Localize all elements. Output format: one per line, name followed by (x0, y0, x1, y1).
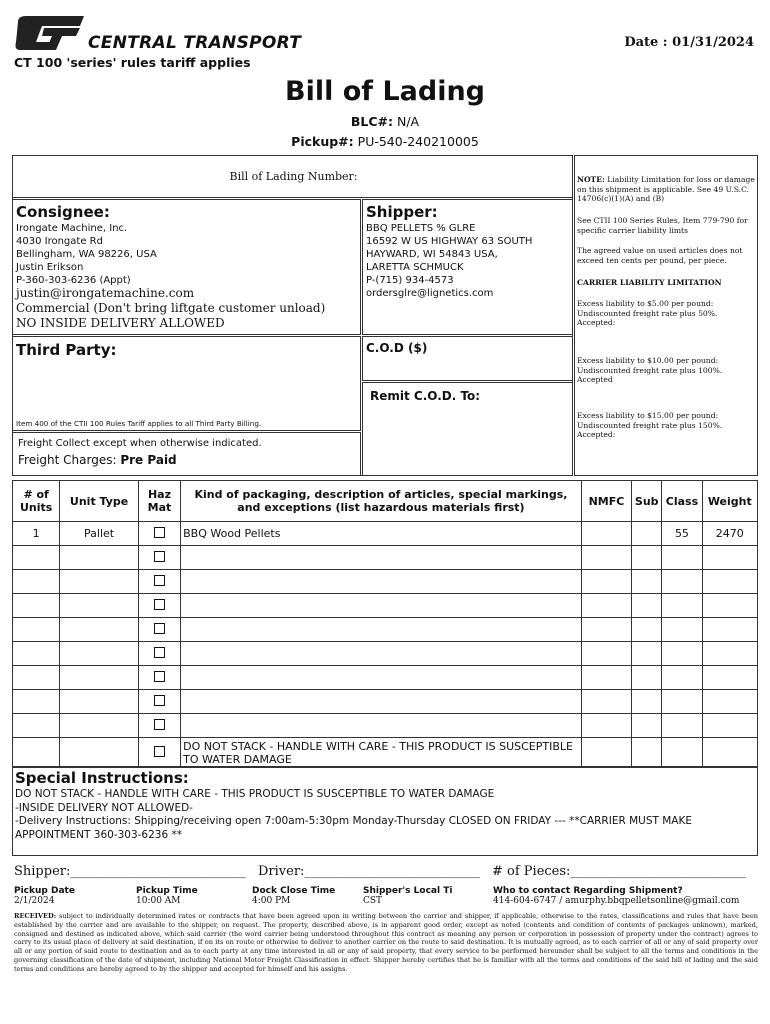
cell-unit-type (60, 714, 139, 738)
cell-haz (138, 642, 180, 666)
third-party-box (12, 336, 361, 431)
shipper-email[interactable]: ordersglre@lignetics.com (366, 288, 494, 299)
remit-cod-heading: Remit C.O.D. To: (370, 389, 481, 403)
hazmat-checkbox[interactable] (154, 647, 165, 658)
table-row (13, 522, 758, 546)
cell-sub (632, 570, 662, 594)
cell-description: DO NOT STACK - HANDLE WITH CARE - THIS PRODUCT IS SUSCEPTIBLE TO WATER DAMAGE (181, 738, 582, 768)
company-logo (14, 14, 86, 52)
cell-unit-type (60, 666, 139, 690)
cell-haz (138, 546, 180, 570)
freight-note: Freight Collect except when otherwise indicated. (18, 438, 262, 449)
cell-unit-type (60, 618, 139, 642)
cell-units (13, 690, 60, 714)
cell-units (13, 642, 60, 666)
cell-class (662, 594, 702, 618)
cell-haz (138, 666, 180, 690)
cell-description (181, 618, 582, 642)
cell-unit-type (60, 738, 139, 768)
cod-box (362, 336, 573, 381)
cell-nmfc (581, 618, 631, 642)
table-row (13, 594, 758, 618)
cell-sub (632, 690, 662, 714)
table-row (13, 546, 758, 570)
bol-number-label: Bill of Lading Number: (229, 170, 358, 183)
table-row (13, 714, 758, 738)
hazmat-checkbox[interactable] (154, 623, 165, 634)
consignee-address: Irongate Machine, Inc. 4030 Irongate Rd Bellingham, WA 98226, USA Justin Erikson P-360-303-6236 (Appt) (16, 223, 157, 286)
consignee-heading: Consignee: (16, 203, 110, 221)
cell-class (662, 690, 702, 714)
hazmat-checkbox[interactable] (154, 671, 165, 682)
col-description: Kind of packaging, description of articles, special markings, and exceptions (list hazardous materials first) (181, 481, 582, 522)
cell-class (662, 642, 702, 666)
cell-class (662, 570, 702, 594)
cell-units (13, 738, 60, 768)
cell-sub (632, 618, 662, 642)
col-units: # of Units (13, 481, 60, 522)
cell-weight (702, 738, 757, 768)
cell-units: 1 (13, 522, 60, 546)
cell-nmfc (581, 666, 631, 690)
cell-sub (632, 594, 662, 618)
shipper-local-time: Shipper's Local Ti CST (363, 886, 453, 906)
cod-heading: C.O.D ($) (366, 341, 428, 355)
cell-description: BBQ Wood Pellets (181, 522, 582, 546)
liability-agreed: The agreed value on used articles does not exceed ten cents per pound, per piece. (577, 246, 743, 265)
cell-unit-type (60, 570, 139, 594)
cell-class: 55 (662, 522, 702, 546)
col-nmfc: NMFC (581, 481, 631, 522)
hazmat-checkbox[interactable] (154, 695, 165, 706)
cell-units (13, 546, 60, 570)
blc-number: BLC#: N/A (350, 114, 420, 129)
hazmat-checkbox[interactable] (154, 551, 165, 562)
cell-haz (138, 618, 180, 642)
hazmat-checkbox[interactable] (154, 719, 165, 730)
cell-nmfc (581, 714, 631, 738)
cell-units (13, 618, 60, 642)
cell-unit-type (60, 594, 139, 618)
cell-weight (702, 618, 757, 642)
col-sub: Sub (632, 481, 662, 522)
contact-info: Who to contact Regarding Shipment? 414-604-6747 / amurphy.bbqpelletsonline@gmail.com (493, 886, 740, 906)
consignee-email[interactable]: justin@irongatemachine.com (16, 286, 195, 300)
cell-description (181, 666, 582, 690)
shipper-box (362, 199, 573, 335)
cell-sub (632, 522, 662, 546)
cell-weight (702, 666, 757, 690)
liability-heading: CARRIER LIABILITY LIMITATION (577, 278, 722, 287)
cell-weight (702, 594, 757, 618)
liability-tier-2: Excess liability to $10.00 per pound: Undiscounted freight rate plus 100%. Accepted (577, 356, 723, 384)
pickup-time: Pickup Time 10:00 AM (136, 886, 198, 906)
cell-nmfc (581, 594, 631, 618)
shipper-signature[interactable]: Shipper:___________________________ (14, 864, 246, 879)
hazmat-checkbox[interactable] (154, 527, 165, 538)
cell-units (13, 714, 60, 738)
cell-description (181, 570, 582, 594)
special-instructions-heading: Special Instructions: (15, 769, 189, 787)
liability-tier-1: Excess liability to $5.00 per pound: Undiscounted freight rate plus 50%. Accepted: (577, 299, 718, 327)
shipper-address: BBQ PELLETS % GLRE 16592 W US HIGHWAY 63 SOUTH HAYWARD, WI 54843 USA, LARETTA SCHMUCK P-(715) 934-4573 ordersglre@lignetics.com (366, 223, 533, 299)
cell-unit-type: Pallet (60, 522, 139, 546)
cell-weight (702, 642, 757, 666)
liability-rules: See CTII 100 Series Rules, Item 779-790 for specific carrier liability limts (577, 216, 748, 235)
cell-class (662, 618, 702, 642)
page-title: Bill of Lading (285, 76, 485, 107)
consignee-box (12, 199, 361, 335)
cell-haz (138, 690, 180, 714)
cell-nmfc (581, 570, 631, 594)
cell-weight (702, 546, 757, 570)
hazmat-checkbox[interactable] (154, 746, 165, 757)
dock-close-time: Dock Close Time 4:00 PM (252, 886, 336, 906)
cell-description (181, 594, 582, 618)
cell-haz (138, 594, 180, 618)
cell-nmfc (581, 522, 631, 546)
cell-sub (632, 666, 662, 690)
freight-box (12, 432, 361, 476)
pickup-number: Pickup#: PU-540-240210005 (291, 134, 479, 149)
table-row (13, 618, 758, 642)
hazmat-checkbox[interactable] (154, 575, 165, 586)
table-row (13, 642, 758, 666)
cell-nmfc (581, 738, 631, 768)
col-haz: Haz Mat (138, 481, 180, 522)
cell-unit-type (60, 546, 139, 570)
pieces-count[interactable]: # of Pieces:___________________________ (492, 864, 746, 879)
cell-weight (702, 570, 757, 594)
received-terms: RECEIVED: subject to individually determined rates or contracts that have been agreed upon in writing between the carrier and shipper, if applicable, otherwise to the rates, classifications and rules that have been established by the carrier and are available to the shipper, on request. The property, described above, is in apparent good order, except as noted (contents and condition of contents of packages unknown), marked, consigned and destined as indicated above, which said carrier (the word carrier being understood throughout this contract as meaning any person or corporation in possession of property under the contract) agrees to carry to its usual place of delivery at said destination, if on its on route or otherwise to deliver to another carrier on the route to said destination. It is mutually agreed, as to each carrier of all or any of said property over all or any portion of said route to destination and as to each party at any time interested in all or any of said property, that every service to be performed hereunder shall be subject to all the terms and conditions in the governing classification of the date of shipment, including National Motor Freight Classification in effect. Shipper hereby certifies that he is familiar with all the terms and conditions of the said bill of lading and the said terms and conditions are hereby agreed to by the shipper and accepted for himself and his assigns. (14, 912, 758, 973)
special-instructions-text: DO NOT STACK - HANDLE WITH CARE - THIS PRODUCT IS SUSCEPTIBLE TO WATER DAMAGE -INSIDE DELIVERY NOT ALLOWED- -Delivery Instructions: Shipping/receiving open 7:00am-5:30pm Monday-Thursday CLOSED ON FRIDAY --- **CARRIER MUST MAKE APPOINTMENT 360-303-6236 ** (15, 788, 693, 841)
third-party-heading: Third Party: (16, 341, 117, 359)
cell-haz (138, 522, 180, 546)
cell-haz (138, 714, 180, 738)
cell-class (662, 714, 702, 738)
items-table (12, 480, 758, 768)
special-instructions-box (12, 766, 758, 856)
third-party-note: Item 400 of the CTII 100 Rules Tariff applies to all Third Party Billing. (16, 419, 262, 428)
cell-unit-type (60, 690, 139, 714)
cell-sub (632, 546, 662, 570)
remit-cod-box (362, 382, 573, 476)
cell-class (662, 738, 702, 768)
table-row (13, 570, 758, 594)
liability-note: NOTE: Liability Limitation for loss or damage on this shipment is applicable. See 49 U.S.C. 14706(c)(1)(A) and (B) (577, 175, 755, 203)
liability-panel (574, 155, 758, 476)
cell-nmfc (581, 546, 631, 570)
cell-haz (138, 570, 180, 594)
pickup-date: Pickup Date 2/1/2024 (14, 886, 75, 906)
document-date: Date : 01/31/2024 (624, 35, 754, 50)
bol-number-box (12, 155, 573, 198)
cell-unit-type (60, 642, 139, 666)
cell-class (662, 666, 702, 690)
cell-sub (632, 642, 662, 666)
liability-tier-3: Excess liability to $15.00 per pound: Undiscounted freight rate plus 150%. Accepted: (577, 411, 723, 439)
consignee-notes: justin@irongatemachine.com Commercial (Don't bring liftgate customer unload) NO INSIDE DELIVERY ALLOWED (16, 286, 326, 330)
cell-units (13, 594, 60, 618)
col-weight: Weight (702, 481, 757, 522)
cell-description (181, 642, 582, 666)
tariff-note: CT 100 'series' rules tariff applies (14, 55, 251, 70)
cell-description (181, 690, 582, 714)
cell-sub (632, 738, 662, 768)
cell-sub (632, 714, 662, 738)
cell-weight (702, 714, 757, 738)
shipper-heading: Shipper: (366, 203, 438, 221)
col-unit-type: Unit Type (60, 481, 139, 522)
cell-class (662, 546, 702, 570)
cell-haz (138, 738, 180, 768)
cell-description (181, 714, 582, 738)
col-class: Class (662, 481, 702, 522)
cell-description (181, 546, 582, 570)
table-row (13, 666, 758, 690)
cell-units (13, 570, 60, 594)
cell-weight (702, 690, 757, 714)
cell-nmfc (581, 642, 631, 666)
hazmat-checkbox[interactable] (154, 599, 165, 610)
table-row (13, 738, 758, 768)
company-name: CENTRAL TRANSPORT (88, 33, 302, 53)
cell-weight: 2470 (702, 522, 757, 546)
cell-nmfc (581, 690, 631, 714)
table-header-row (13, 481, 758, 522)
table-row (13, 690, 758, 714)
driver-signature[interactable]: Driver:___________________________ (258, 864, 480, 879)
freight-charges: Freight Charges: Pre Paid (18, 453, 177, 467)
cell-units (13, 666, 60, 690)
